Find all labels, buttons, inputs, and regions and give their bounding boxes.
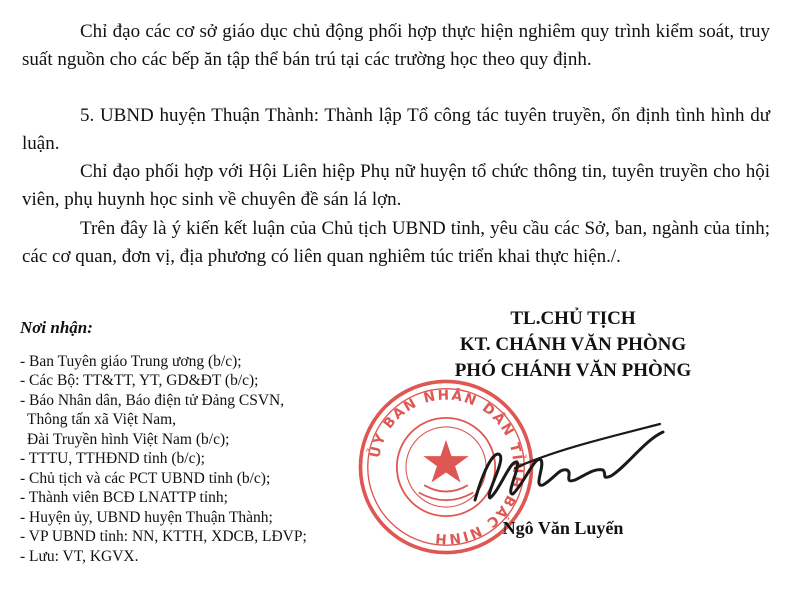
recipient-item: Đài Truyền hình Việt Nam (b/c); xyxy=(27,430,230,448)
recipient-item: - Báo Nhân dân, Báo điện tử Đảng CSVN, xyxy=(20,391,285,409)
recipient-item: - Ban Tuyên giáo Trung ương (b/c); xyxy=(20,352,242,370)
recipients-list xyxy=(20,352,400,567)
paragraph-4: Trên đây là ý kiến kết luận của Chủ tịch UBND tỉnh, yêu cầu các Sở, ban, ngành của tỉnh; các cơ quan, đơn vị, địa phương có liên quan nghiêm túc triển khai thực hiện./. xyxy=(22,218,770,267)
paragraph-1: Chỉ đạo các cơ sở giáo dục chủ động phối hợp thực hiện nghiêm quy trình kiểm soát, truy suất nguồn cho các bếp ăn tập thể bán trú tại các trường học theo quy định. xyxy=(22,21,770,70)
recipient-item: - Huyện ủy, UBND huyện Thuận Thành; xyxy=(20,508,273,526)
paragraph-3: Chỉ đạo phối hợp với Hội Liên hiệp Phụ nữ huyện tổ chức thông tin, tuyên truyền cho hội viên, phụ huynh học sinh về chuyên đề sán lá lợn. xyxy=(22,161,770,210)
signature-block xyxy=(398,306,748,384)
paragraph-2: 5. UBND huyện Thuận Thành: Thành lập Tổ công tác tuyên truyền, ổn định tình hình dư luận. xyxy=(22,105,770,154)
recipient-item: - TTTU, TTHĐND tỉnh (b/c); xyxy=(20,450,205,467)
signer-name: Ngô Văn Luyến xyxy=(502,518,624,538)
recipients-heading: Nơi nhận: xyxy=(20,318,93,337)
signer-title-1: TL.CHỦ TỊCH xyxy=(510,308,636,329)
recipient-item: - VP UBND tỉnh: NN, KTTH, XDCB, LĐVP; xyxy=(20,528,307,545)
recipient-item: - Lưu: VT, KGVX. xyxy=(20,547,139,565)
recipient-item: - Các Bộ: TT&TT, YT, GD&ĐT (b/c); xyxy=(20,372,259,389)
handwritten-signature xyxy=(455,410,675,520)
seal-text: ỦY BAN NHÂN DÂN TỈNH BẮC NINH xyxy=(367,387,526,547)
recipients-block xyxy=(20,318,400,566)
recipient-item: Thông tấn xã Việt Nam, xyxy=(27,411,177,428)
recipient-item: - Thành viên BCĐ LNATTP tỉnh; xyxy=(20,489,228,506)
signer-title-3: PHÓ CHÁNH VĂN PHÒNG xyxy=(454,360,692,381)
recipient-item: - Chủ tịch và các PCT UBND tỉnh (b/c); xyxy=(20,469,271,487)
signer-title-2: KT. CHÁNH VĂN PHÒNG xyxy=(459,334,687,355)
